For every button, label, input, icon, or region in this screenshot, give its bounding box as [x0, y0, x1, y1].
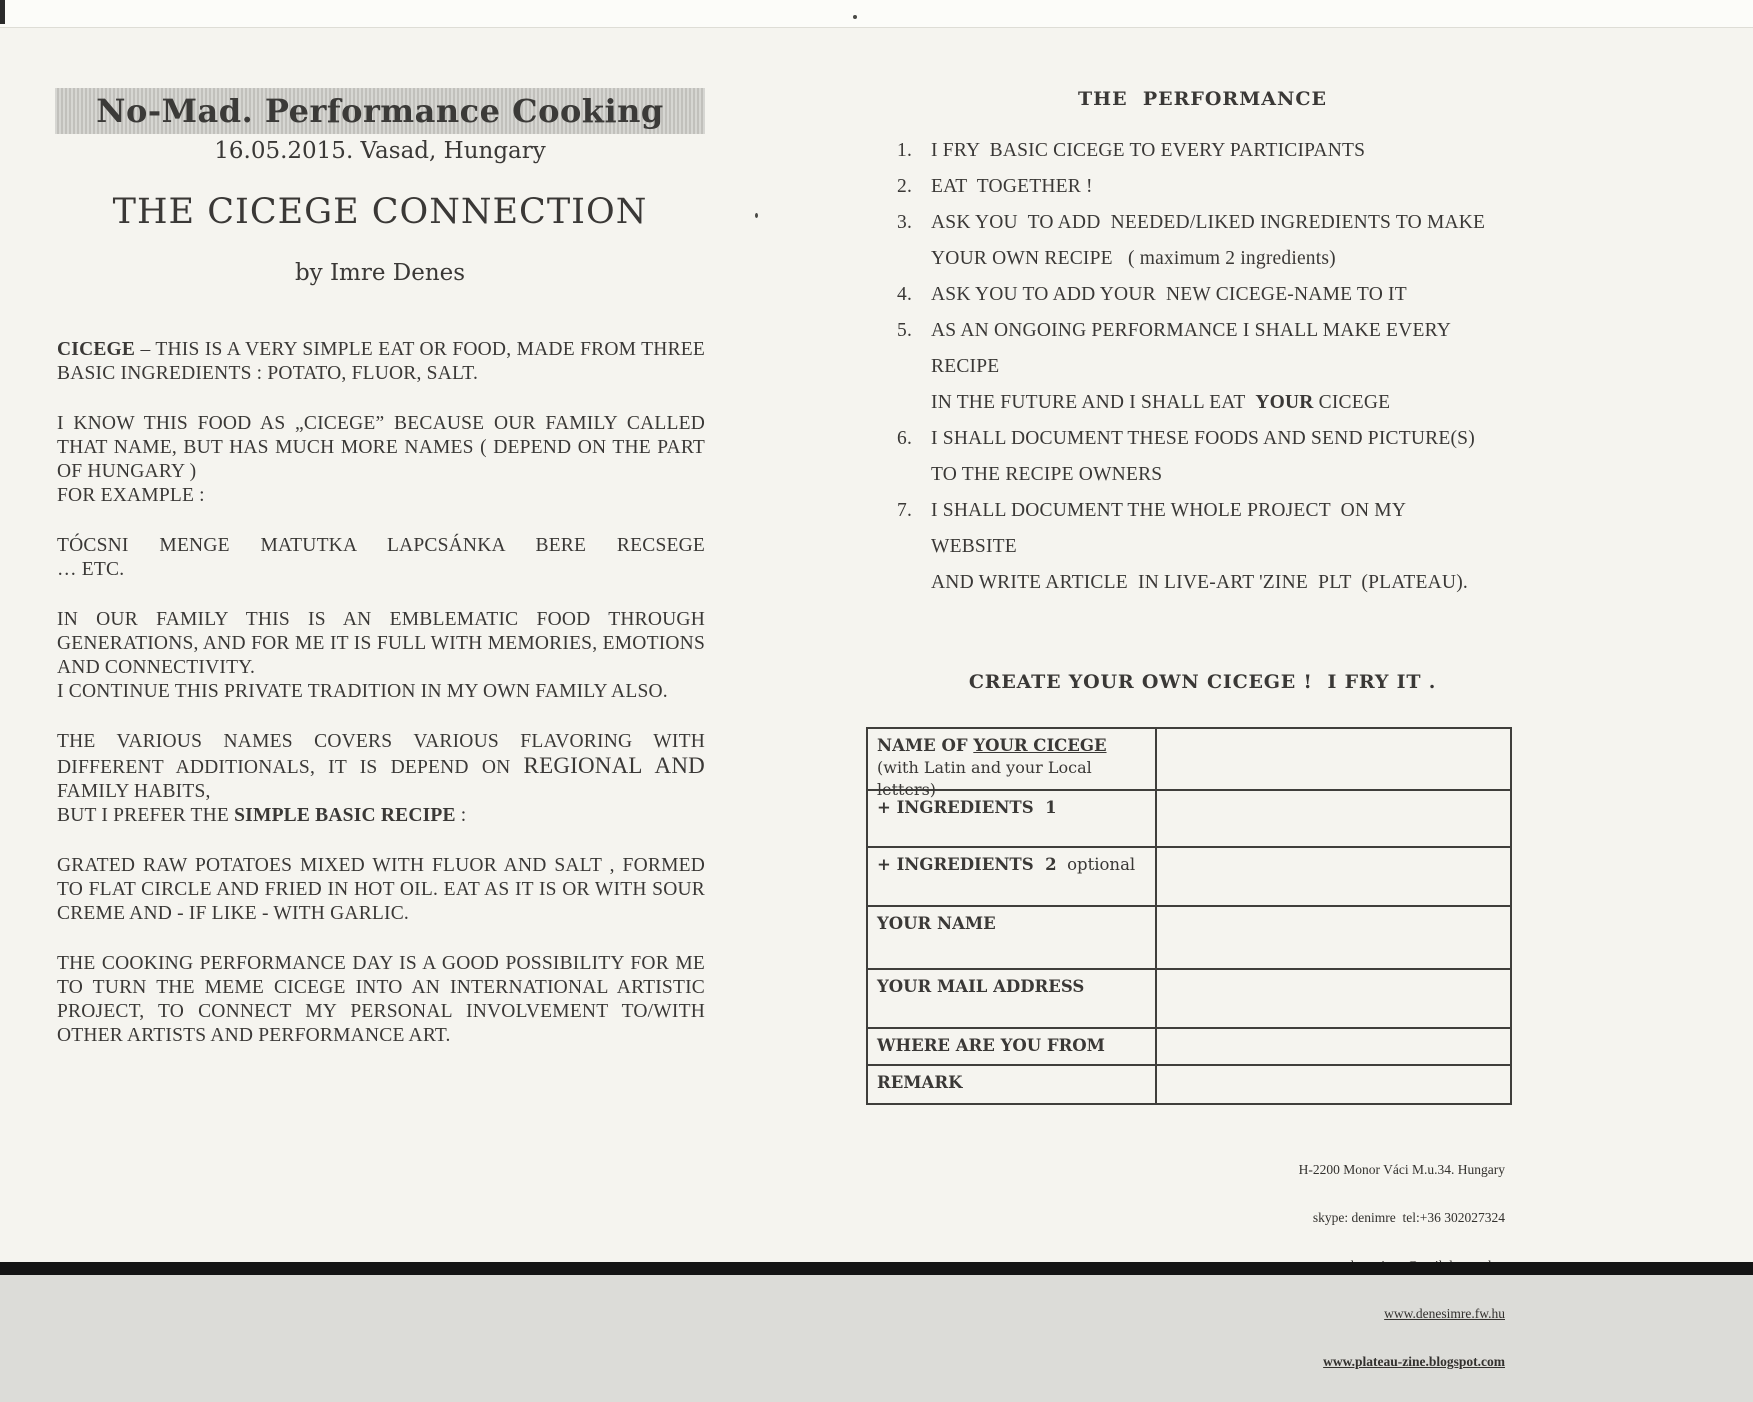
form-label-ingredients-2: + INGREDIENTS 2 optional: [868, 848, 1157, 905]
form-label-your-name: YOUR NAME: [868, 907, 1157, 968]
paragraph-project-statement: THE COOKING PERFORMANCE DAY IS A GOOD POSSIBILITY FOR ME TO TURN THE MEME CICEGE INTO AN INTERNATIONAL ARTISTIC PROJECT, TO CONNECT MY PERSONAL INVOLVEMENT TO/WITH OTHER ARTISTS AND PERFORMANCE ART.: [57, 953, 705, 1046]
author-byline: by Imre Denes: [294, 260, 466, 286]
form-label-ingredients-1: + INGREDIENTS 1: [868, 791, 1157, 846]
create-your-own-heading: CREATE YOUR OWN CICEGE ! I FRY IT .: [968, 671, 1437, 693]
performance-heading: THE PERFORMANCE: [1078, 88, 1327, 110]
item-number: 1.: [897, 140, 913, 161]
form-input-cell-where-from: [1157, 1029, 1510, 1064]
contact-zine-url: www.plateau-zine.blogspot.com: [1323, 1354, 1505, 1369]
intro-text: [57, 338, 705, 1074]
contact-skype-phone: skype: denimre tel:+36 302027324: [1312, 1210, 1505, 1225]
form-input-cell-mail-address: [1157, 970, 1510, 1027]
paragraph-cicege-definition: CICEGE – THIS IS A VERY SIMPLE EAT OR FOOD, MADE FROM THREE BASIC INGREDIENTS : POTATO, FLUOR, SALT.: [57, 339, 705, 384]
variant-names: TÓCSNI MENGE MATUTKA LAPCSÁNKA BERE RECSEGE: [57, 535, 705, 556]
cicege-term: CICEGE: [57, 339, 136, 360]
contact-website: www.denesimre.fw.hu: [1384, 1306, 1505, 1321]
your-emphasis: YOUR: [1255, 392, 1314, 413]
scan-speck: [853, 15, 857, 19]
list-item: 7. I SHALL DOCUMENT THE WHOLE PROJECT ON MY WEBSITE AND WRITE ARTICLE IN LIVE-ART 'ZINE PLT (PLATEAU).: [897, 493, 1552, 601]
scan-top-margin: [0, 0, 1753, 28]
recipe-form-table: [866, 727, 1512, 1105]
item-number: 6.: [897, 428, 913, 449]
form-input-cell-your-name: [1157, 907, 1510, 968]
form-input-cell-ingredients-2: [1157, 848, 1510, 905]
paragraph-recipe: GRATED RAW POTATOES MIXED WITH FLUOR AND SALT , FORMED TO FLAT CIRCLE AND FRIED IN HOT OIL. EAT AS IT IS OR WITH SOUR CREME AND - IF LIKE - WITH GARLIC.: [57, 855, 705, 924]
item-number: 3.: [897, 212, 913, 233]
list-item: 6. I SHALL DOCUMENT THESE FOODS AND SEND PICTURE(S) TO THE RECIPE OWNERS: [897, 421, 1552, 493]
form-label-where-from: WHERE ARE YOU FROM: [868, 1029, 1157, 1064]
event-title-banner: [55, 88, 705, 134]
form-input-cell-cicege-name: [1157, 729, 1510, 789]
form-label-remark: REMARK: [868, 1066, 1157, 1103]
paragraph-family-tradition: IN OUR FAMILY THIS IS AN EMBLEMATIC FOOD THROUGH GENERATIONS, AND FOR ME IT IS FULL WITH MEMORIES, EMOTIONS AND CONNECTIVITY. I CONTINUE THIS PRIVATE TRADITION IN MY OWN FAMILY ALSO.: [57, 609, 705, 702]
form-input-cell-ingredients-1: [1157, 791, 1510, 846]
contact-address: H-2200 Monor Váci M.u.34. Hungary: [1298, 1162, 1505, 1177]
form-sublabel: (with Latin and your Local letters): [877, 758, 1097, 799]
item-number: 5.: [897, 320, 913, 341]
table-row: [868, 1064, 1510, 1103]
form-input-cell-remark: [1157, 1066, 1510, 1103]
paragraph-name-variants: [57, 534, 705, 582]
regional-emphasis: REGIONAL AND: [523, 753, 705, 778]
optional-note: optional: [1056, 855, 1136, 874]
table-row: [868, 846, 1510, 905]
table-row: [868, 729, 1510, 799]
list-item: 2. EAT TOGETHER !: [897, 169, 1552, 205]
your-cicege-underlined: YOUR CICEGE: [973, 736, 1107, 755]
performance-steps-list: [897, 133, 1552, 601]
page-title: THE CICEGE CONNECTION: [112, 192, 648, 232]
form-label-name-of-cicege: NAME OF YOUR CICEGE (with Latin and your Local letters): [868, 729, 1157, 789]
paragraph-flavoring: THE VARIOUS NAMES COVERS VARIOUS FLAVORING WITH DIFFERENT ADDITIONALS, IT IS DEPEND ON REGIONAL AND FAMILY HABITS, BUT I PREFER THE SIMPLE BASIC RECIPE :: [57, 731, 705, 826]
event-date-location: 16.05.2015. Vasad, Hungary: [214, 138, 546, 164]
paragraph-name-origin: I KNOW THIS FOOD AS „CICEGE” BECAUSE OUR FAMILY CALLED THAT NAME, BUT HAS MUCH MORE NAMES ( DEPEND ON THE PART OF HUNGARY ) FOR EXAMPLE :: [57, 413, 705, 506]
for-example-label: FOR EXAMPLE :: [57, 485, 205, 506]
list-item: 5. AS AN ONGOING PERFORMANCE I SHALL MAKE EVERY RECIPE IN THE FUTURE AND I SHALL EAT YOUR CICEGE: [897, 313, 1552, 421]
simple-basic-recipe-emphasis: SIMPLE BASIC RECIPE: [234, 805, 456, 826]
event-title: No-Mad. Performance Cooking: [96, 92, 664, 130]
form-label-mail-address: YOUR MAIL ADDRESS: [868, 970, 1157, 1027]
item-number: 2.: [897, 176, 913, 197]
scan-speck: [755, 213, 758, 218]
table-row: [868, 968, 1510, 1027]
scan-corner-artifact: [0, 0, 5, 24]
variant-etc: … ETC.: [57, 559, 125, 580]
list-item: 1. I FRY BASIC CICEGE TO EVERY PARTICIPANTS: [897, 133, 1552, 169]
item-number: 7.: [897, 500, 913, 521]
list-item: 3. ASK YOU TO ADD NEEDED/LIKED INGREDIENTS TO MAKE YOUR OWN RECIPE ( maximum 2 ingredients): [897, 205, 1552, 277]
your-cicege-line: IN THE FUTURE AND I SHALL EAT YOUR CICEGE: [931, 392, 1391, 413]
item-number: 4.: [897, 284, 913, 305]
table-row: [868, 905, 1510, 968]
list-item: 4. ASK YOU TO ADD YOUR NEW CICEGE-NAME TO IT: [897, 277, 1552, 313]
table-row: [868, 1027, 1510, 1064]
table-row: [868, 789, 1510, 846]
scanner-edge-bar: [0, 1262, 1753, 1275]
